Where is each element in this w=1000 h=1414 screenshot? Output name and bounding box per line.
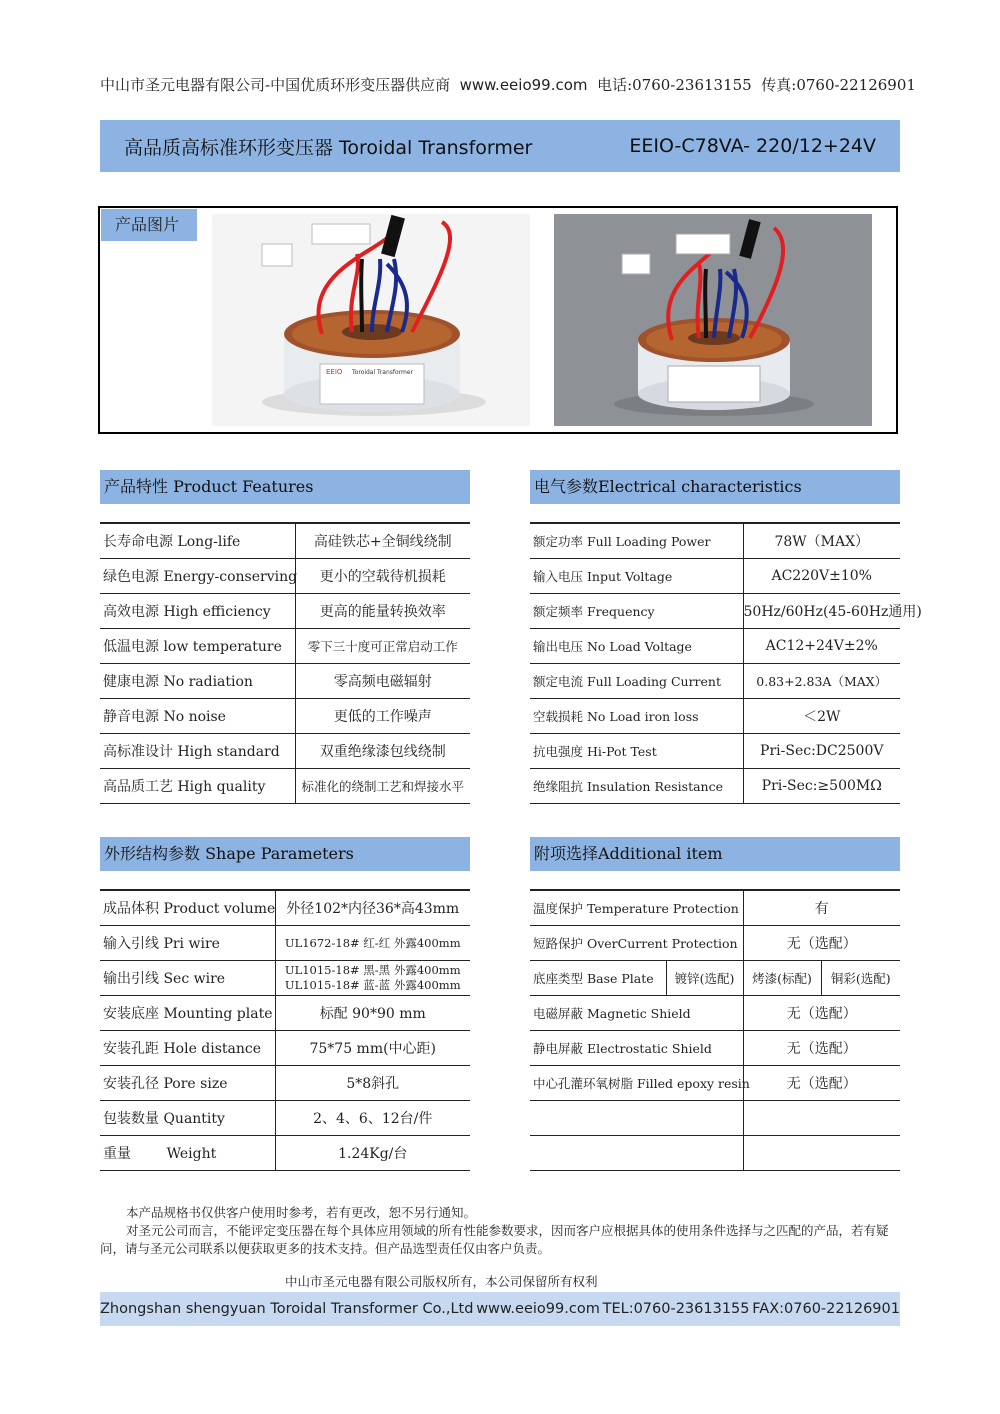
electrical-label: 输出电压 No Load Voltage bbox=[530, 629, 743, 664]
table-row-empty bbox=[530, 1101, 900, 1136]
feature-label: 高标准设计 High standard bbox=[100, 734, 295, 769]
shape-label: 重量 Weight bbox=[100, 1136, 275, 1171]
table-row bbox=[100, 629, 470, 664]
electrical-table bbox=[530, 522, 922, 804]
electrical-label: 绝缘阻抗 Insulation Resistance bbox=[530, 769, 743, 804]
table-row bbox=[530, 1031, 900, 1066]
shape-value: 75*75 mm(中心距) bbox=[275, 1031, 470, 1066]
additional-label: 温度保护 Temperature Protection bbox=[530, 890, 743, 926]
product-photo-grey bbox=[554, 214, 872, 426]
feature-label: 低温电源 low temperature bbox=[100, 629, 295, 664]
footer-bar bbox=[100, 1292, 900, 1326]
footer-website[interactable]: www.eeio99.com bbox=[476, 1301, 600, 1317]
electrical-value: 78W（MAX） bbox=[743, 523, 900, 559]
phone-number: 电话:0760-23613155 bbox=[597, 76, 752, 94]
additional-value: 无（选配） bbox=[743, 1066, 900, 1101]
shape-label: 安装孔距 Hole distance bbox=[100, 1031, 275, 1066]
electrical-value: AC220V±10% bbox=[743, 559, 900, 594]
disclaimer-line1: 本产品规格书仅供客户使用时参考，若有更改，恕不另行通知。 bbox=[126, 1205, 477, 1220]
disclaimer-line2: 对圣元公司而言，不能评定变压器在每个具体应用领域的所有性能参数要求，因而客户应根据具体的使用条件选择与之匹配的产品，若有疑问，请与圣元公司联系以便获取更多的技术支持。但产品选型责任仅由客户负责。 bbox=[100, 1223, 889, 1256]
base-plate-option-galvanized: 镀锌(选配) bbox=[666, 961, 743, 996]
additional-value: 无（选配） bbox=[743, 1031, 900, 1066]
additional-value: 无（选配） bbox=[743, 926, 900, 961]
table-row bbox=[100, 1031, 470, 1066]
electrical-value: 50Hz/60Hz(45-60Hz通用) bbox=[743, 594, 900, 629]
table-row bbox=[100, 890, 470, 926]
additional-label: 短路保护 OverCurrent Protection bbox=[530, 926, 743, 961]
electrical-value: ＜2W bbox=[743, 699, 900, 734]
feature-value: 双重绝缘漆包线绕制 bbox=[295, 734, 470, 769]
shape-value-line1: UL1015-18# 黑-黑 外露400mm bbox=[284, 963, 461, 977]
additional-label: 中心孔灌环氧树脂 Filled epoxy resin bbox=[530, 1066, 743, 1101]
shape-label: 包装数量 Quantity bbox=[100, 1101, 275, 1136]
feature-label: 静音电源 No noise bbox=[100, 699, 295, 734]
features-table bbox=[100, 522, 470, 804]
base-plate-option-copper: 铜彩(选配) bbox=[821, 961, 900, 996]
table-row bbox=[100, 961, 470, 996]
footer-tel: TEL:0760-23613155 bbox=[602, 1301, 750, 1317]
table-row bbox=[530, 769, 900, 804]
feature-label: 绿色电源 Energy-conserving bbox=[100, 559, 295, 594]
electrical-heading: 电气参数Electrical characteristics bbox=[530, 470, 900, 504]
table-row bbox=[100, 523, 470, 559]
additional-label: 电磁屏蔽 Magnetic Shield bbox=[530, 996, 743, 1031]
electrical-value: Pri-Sec:≥500MΩ bbox=[743, 769, 900, 804]
table-row bbox=[530, 734, 900, 769]
product-title: 高品质高标准环形变压器 Toroidal Transformer bbox=[124, 136, 533, 159]
title-banner bbox=[100, 120, 900, 172]
electrical-value: AC12+24V±2% bbox=[743, 629, 900, 664]
feature-value: 更小的空载待机损耗 bbox=[295, 559, 470, 594]
electrical-label: 抗电强度 Hi-Pot Test bbox=[530, 734, 743, 769]
shape-label: 安装孔径 Pore size bbox=[100, 1066, 275, 1101]
table-row bbox=[100, 559, 470, 594]
shape-label: 成品体积 Product volume bbox=[100, 890, 275, 926]
feature-value: 零下三十度可正常启动工作 bbox=[295, 629, 470, 664]
table-row bbox=[530, 961, 900, 996]
feature-label: 高品质工艺 High quality bbox=[100, 769, 295, 804]
table-row bbox=[100, 769, 470, 804]
feature-value: 高硅铁芯+全铜线绕制 bbox=[295, 523, 470, 559]
table-row bbox=[100, 926, 470, 961]
table-row bbox=[100, 594, 470, 629]
additional-table bbox=[530, 889, 900, 1171]
copyright-notice: 中山市圣元电器有限公司版权所有，本公司保留所有权利 bbox=[285, 1274, 598, 1289]
table-row bbox=[100, 699, 470, 734]
feature-label: 健康电源 No radiation bbox=[100, 664, 295, 699]
table-row bbox=[100, 1101, 470, 1136]
shape-value: 标配 90*90 mm bbox=[275, 996, 470, 1031]
shape-value-multi bbox=[275, 961, 470, 996]
table-row bbox=[100, 996, 470, 1031]
table-row bbox=[530, 926, 900, 961]
table-row bbox=[100, 1066, 470, 1101]
electrical-value: Pri-Sec:DC2500V bbox=[743, 734, 900, 769]
table-row bbox=[100, 734, 470, 769]
table-row bbox=[530, 890, 900, 926]
electrical-label: 额定功率 Full Loading Power bbox=[530, 523, 743, 559]
shape-value: 外径102*内径36*高43mm bbox=[275, 890, 470, 926]
photo-label-brand: EEIO bbox=[326, 368, 343, 376]
top-contact-line bbox=[100, 74, 916, 95]
shape-label: 输入引线 Pri wire bbox=[100, 926, 275, 961]
product-photo-white bbox=[212, 214, 530, 426]
table-row bbox=[530, 559, 900, 594]
shape-heading: 外形结构参数 Shape Parameters bbox=[100, 837, 470, 871]
product-image-tag: 产品图片 bbox=[101, 209, 197, 241]
additional-label: 底座类型 Base Plate bbox=[530, 961, 666, 996]
electrical-label: 额定频率 Frequency bbox=[530, 594, 743, 629]
table-row bbox=[530, 699, 900, 734]
table-row bbox=[100, 1136, 470, 1171]
electrical-label: 空载损耗 No Load iron loss bbox=[530, 699, 743, 734]
feature-value: 更高的能量转换效率 bbox=[295, 594, 470, 629]
shape-label: 安装底座 Mounting plate bbox=[100, 996, 275, 1031]
table-row bbox=[530, 594, 900, 629]
shape-table bbox=[100, 889, 470, 1171]
fax-number: 传真:0760-22126901 bbox=[761, 76, 916, 94]
photo-label-title: Toroidal Transformer bbox=[352, 369, 414, 376]
base-plate-option-painted: 烤漆(标配) bbox=[743, 961, 821, 996]
shape-value: 1.24Kg/台 bbox=[275, 1136, 470, 1171]
features-heading: 产品特性 Product Features bbox=[100, 470, 470, 504]
company-name: 中山市圣元电器有限公司-中国优质环形变压器供应商 bbox=[100, 76, 451, 94]
model-number: EEIO-C78VA- 220/12+24V bbox=[629, 135, 876, 157]
electrical-label: 额定电流 Full Loading Current bbox=[530, 664, 743, 699]
additional-label: 静电屏蔽 Electrostatic Shield bbox=[530, 1031, 743, 1066]
table-row bbox=[530, 629, 900, 664]
table-row bbox=[530, 996, 900, 1031]
electrical-value: 0.83+2.83A（MAX） bbox=[743, 664, 900, 699]
shape-label: 输出引线 Sec wire bbox=[100, 961, 275, 996]
table-row bbox=[530, 523, 900, 559]
footer-fax: FAX:0760-22126901 bbox=[752, 1301, 900, 1317]
table-row bbox=[530, 1066, 900, 1101]
feature-value: 零高频电磁辐射 bbox=[295, 664, 470, 699]
footer-company: Zhongshan shengyuan Toroidal Transformer Co.,Ltd bbox=[100, 1301, 474, 1317]
additional-heading: 附项选择Additional item bbox=[530, 837, 900, 871]
shape-value: 2、4、6、12台/件 bbox=[275, 1101, 470, 1136]
table-row bbox=[100, 664, 470, 699]
feature-label: 高效电源 High efficiency bbox=[100, 594, 295, 629]
shape-value: UL1672-18# 红-红 外露400mm bbox=[275, 926, 470, 961]
table-row-empty bbox=[530, 1136, 900, 1171]
website-link[interactable]: www.eeio99.com bbox=[459, 76, 588, 94]
disclaimer bbox=[100, 1204, 890, 1258]
shape-value: 5*8斜孔 bbox=[275, 1066, 470, 1101]
feature-label: 长寿命电源 Long-life bbox=[100, 523, 295, 559]
electrical-label: 输入电压 Input Voltage bbox=[530, 559, 743, 594]
feature-value: 更低的工作噪声 bbox=[295, 699, 470, 734]
shape-value-line2: UL1015-18# 蓝-蓝 外露400mm bbox=[284, 978, 461, 992]
additional-value: 无（选配） bbox=[743, 996, 900, 1031]
feature-value: 标准化的绕制工艺和焊接水平 bbox=[295, 769, 470, 804]
additional-value: 有 bbox=[743, 890, 900, 926]
table-row bbox=[530, 664, 900, 699]
